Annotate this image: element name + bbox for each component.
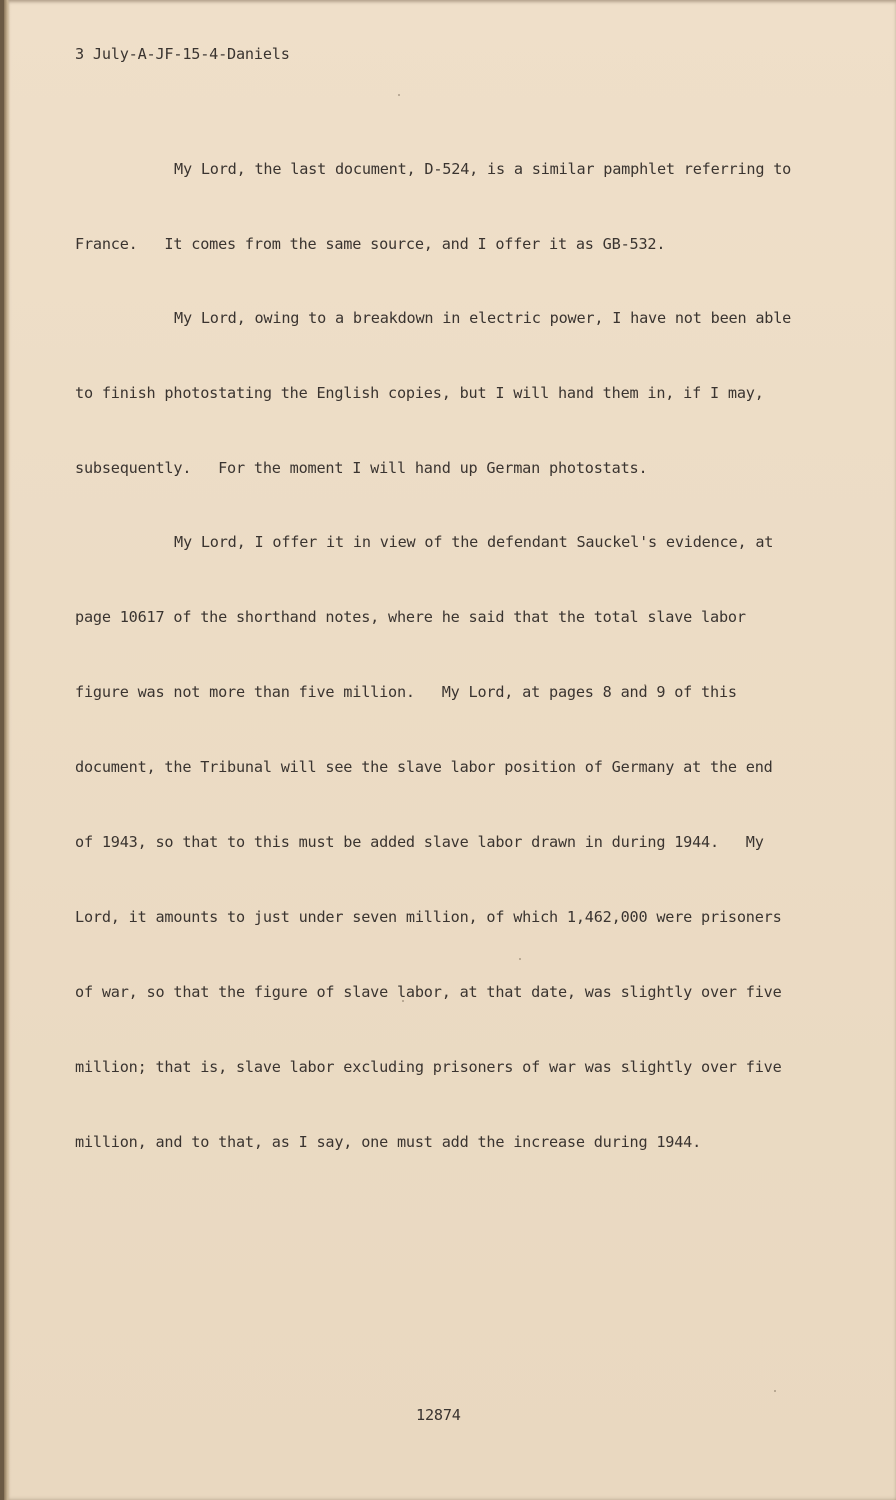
paper-speck [398,94,400,96]
body-line: Lord, it amounts to just under seven million, of which 1,462,000 were prisoners [75,908,782,926]
paper-speck [402,1000,404,1002]
body-line: million; that is, slave labor excluding prisoners of war was slightly over five [75,1058,782,1076]
body-line: subsequently. For the moment I will hand up German photostats. [75,459,648,477]
document-body [75,122,855,1206]
paper-speck [774,1390,776,1392]
body-line: France. It comes from the same source, and I offer it as GB-532. [75,235,666,253]
body-line: to finish photostating the English copies, but I will hand them in, if I may, [75,384,764,402]
body-line: million, and to that, as I say, one must add the increase during 1944. [75,1133,702,1151]
paper-speck [519,958,521,960]
body-line: My Lord, owing to a breakdown in electric power, I have not been able [174,309,792,327]
body-line: of war, so that the figure of slave labor, at that date, was slightly over five [75,983,782,1001]
body-line: page 10617 of the shorthand notes, where he said that the total slave labor [75,608,746,626]
body-line: My Lord, I offer it in view of the defendant Sauckel's evidence, at [174,533,774,551]
body-line: My Lord, the last document, D-524, is a similar pamphlet referring to [174,160,792,178]
page-number: 12874 [416,1406,461,1424]
paper-speck [628,1070,630,1072]
page-left-edge [4,0,10,1500]
body-line: document, the Tribunal will see the slave labor position of Germany at the end [75,758,773,776]
body-line: of 1943, so that to this must be added slave labor drawn in during 1944. My [75,833,764,851]
document-page [4,0,896,1500]
paper-speck [644,684,646,686]
body-line: figure was not more than five million. My Lord, at pages 8 and 9 of this [75,683,737,701]
document-header: 3 July-A-JF-15-4-Daniels [75,45,290,63]
